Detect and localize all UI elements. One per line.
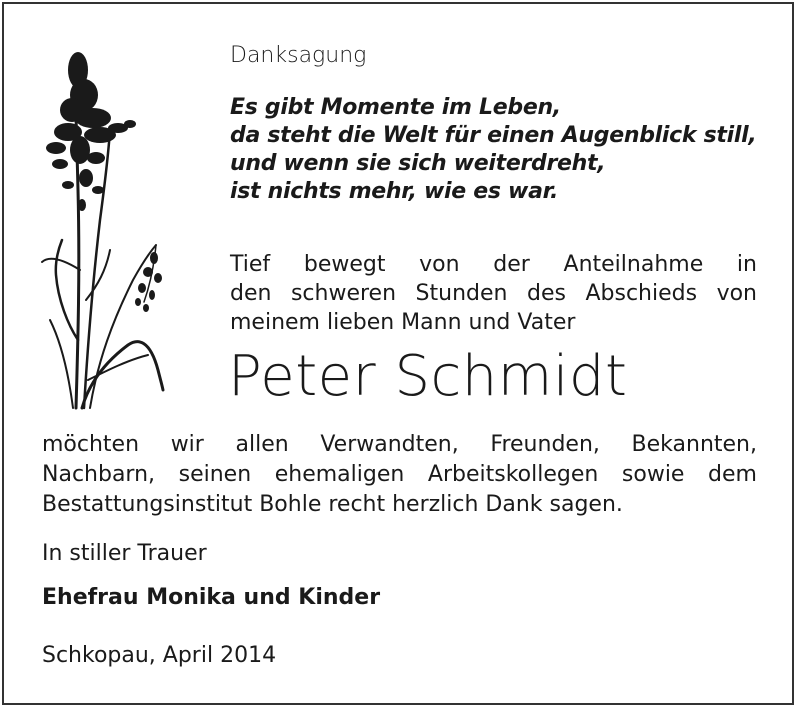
intro-line: den schweren Stunden des Abschieds von (230, 281, 757, 306)
place-date: Schkopau, April 2014 (42, 643, 277, 668)
quote-line: da steht die Welt für einen Augenblick still, (230, 123, 757, 148)
notice-heading: Danksagung (230, 43, 367, 68)
quote-line: Es gibt Momente im Leben, (230, 95, 561, 120)
deceased-name: Peter Schmidt (228, 344, 628, 409)
intro-line: meinem lieben Mann und Vater (230, 310, 576, 335)
quote-line: und wenn sie sich weiterdreht, (230, 151, 606, 176)
quote-line: ist nichts mehr, wie es war. (230, 179, 559, 204)
quote-block (230, 94, 770, 206)
thanks-paragraph (42, 430, 757, 520)
mourning-phrase: In stiller Trauer (42, 541, 207, 566)
thanks-line: möchten wir allen Verwandten, Freunden, Bekannten, (42, 432, 757, 457)
grass-stalks-icon (38, 40, 168, 410)
signers: Ehefrau Monika und Kinder (42, 585, 381, 610)
thanks-line: Bestattungsinstitut Bohle recht herzlich Dank sagen. (42, 492, 623, 517)
intro-line: Tief bewegt von der Anteilnahme in (230, 252, 757, 277)
thanks-line: Nachbarn, seinen ehemaligen Arbeitskollegen sowie dem (42, 462, 757, 487)
intro-paragraph (230, 250, 757, 337)
